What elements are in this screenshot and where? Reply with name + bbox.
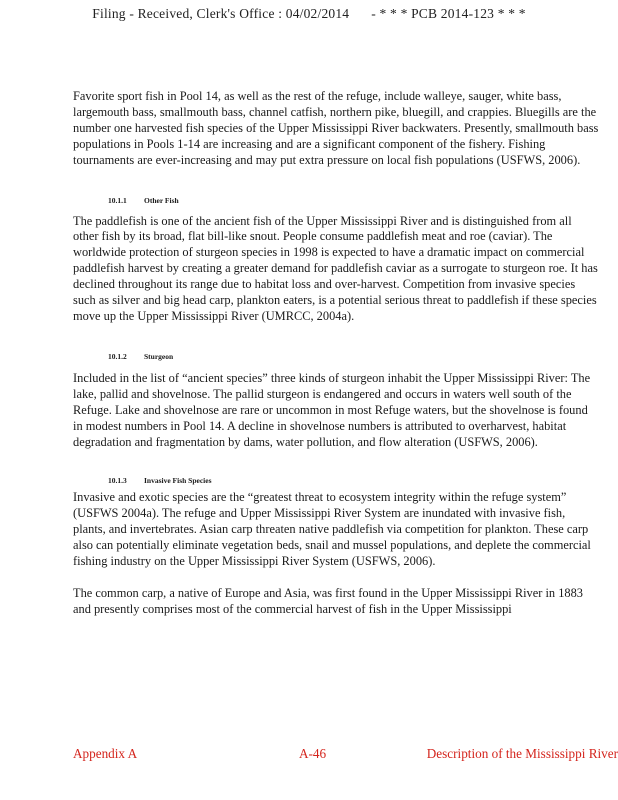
paragraph-sport-fish: Favorite sport fish in Pool 14, as well as the rest of the refuge, include walleye, sauger, white bass, largemouth bass, smallmouth bass, channel catfish, northern pike, bluegill, and crappies. Bluegills are the number one harvested fish species of the Upper Mississippi River backwaters. Presently, smallmouth bass populations in Pools 1-14 are increasing and are a significant component of the fishery. Fishing tournaments are ever-increasing and may put extra pressure on local fish populations (USFWS, 2006). <box>73 89 599 167</box>
section-title: Other Fish <box>144 195 179 205</box>
paragraph-invasive-species: Invasive and exotic species are the “greatest threat to ecosystem integrity within the refuge system” (USFWS 2004a). The refuge and Upper Mississippi River System are inundated with invasive fish, plants, and invertebrates. Asian carp threaten native paddlefish via competition for plankton. These carp also can potentially eliminate vegetation beds, snail and mussel populations, and deplete the commercial fishing industry on the Upper Mississippi River System (USFWS, 2006). <box>73 490 591 569</box>
document-body <box>73 89 599 618</box>
section-title: Invasive Fish Species <box>144 476 212 486</box>
footer-page-number: A-46 <box>299 746 327 761</box>
pcb-number: - * * * PCB 2014-123 * * * <box>371 6 526 21</box>
page-footer <box>73 746 618 762</box>
filing-stamp: Filing - Received, Clerk's Office : 04/02/2014 <box>92 6 350 21</box>
filing-header <box>0 6 618 22</box>
section-heading-other-fish <box>73 196 599 206</box>
footer-appendix: Appendix A <box>73 746 138 761</box>
paragraph-common-carp: The common carp, a native of Europe and Asia, was first found in the Upper Mississippi River in 1883 and presently comprises most of the commercial harvest of fish in the Upper Mississippi <box>73 585 583 616</box>
paragraph-sturgeon: Included in the list of “ancient species” three kinds of sturgeon inhabit the Upper Mississippi River: The lake, pallid and shovelnose. The pallid sturgeon is endangered and occurs in waters well south of the Refuge. Lake and shovelnose are rare or uncommon in most Refuge waters, but the shovelnose is found in modest numbers in Pool 14. A decline in shovelnose numbers is attributed to overharvest, habitat degradation and fragmentation by dams, water pollution, and flow alteration (USFWS, 2006). <box>73 370 591 449</box>
paragraph-paddlefish: The paddlefish is one of the ancient fish of the Upper Mississippi River and is distinguished from all other fish by its broad, flat bill-like snout. People consume paddlefish meat and roe (caviar). The worldwide protection of sturgeon species in 1998 is expected to have a dramatic impact on commercial paddlefish harvest by creating a greater demand for paddlefish caviar as a surrogate to sturgeon roe. It has declined throughout its range due to habitat loss and over-harvest. Competition from invasive species such as silver and big head carp, plankton eaters, is a potential serious threat to paddlefish if these species move up the Upper Mississippi River (UMRCC, 2004a). <box>73 213 598 323</box>
section-heading-sturgeon <box>73 352 599 362</box>
section-heading-invasive-fish <box>73 476 599 486</box>
footer-section-title: Description of the Mississippi River <box>426 746 618 761</box>
section-number: 10.1.2 <box>108 351 127 361</box>
section-number: 10.1.3 <box>108 476 127 486</box>
section-number: 10.1.1 <box>108 195 127 205</box>
section-title: Sturgeon <box>144 351 174 361</box>
